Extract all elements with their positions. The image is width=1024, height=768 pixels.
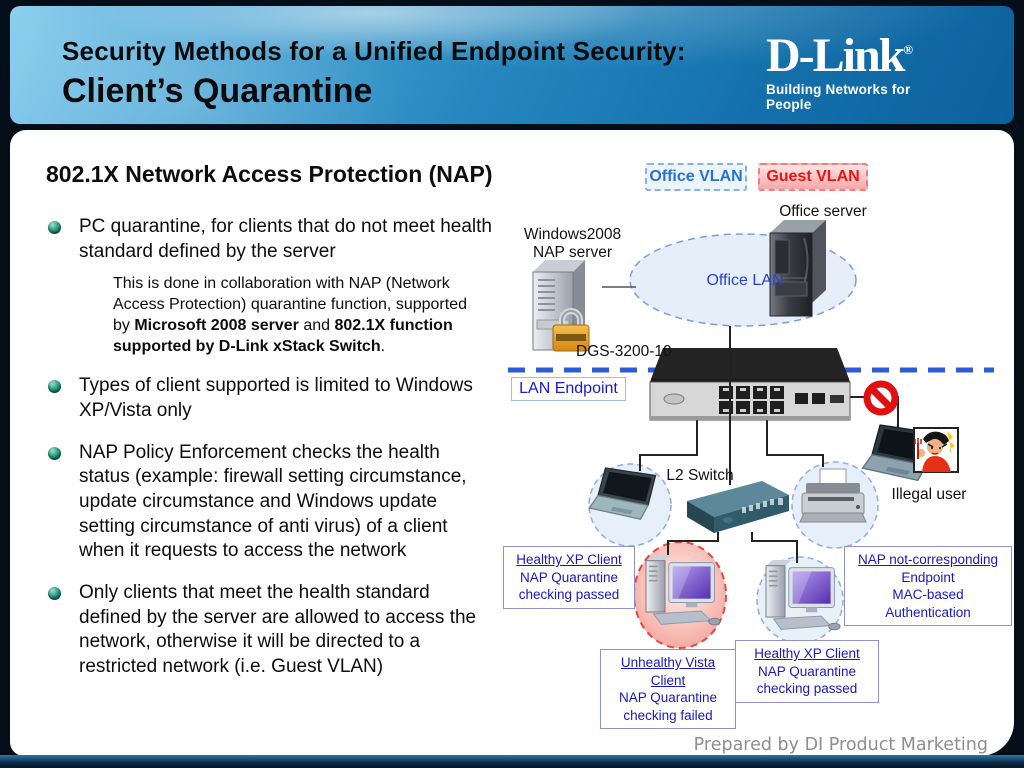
nap-server-icon (533, 260, 589, 351)
link-switch-laptop (640, 420, 697, 471)
office-vlan-badge: Office VLAN (645, 163, 747, 191)
link-switch-printer (767, 420, 823, 467)
slide-title-line1: Security Methods for a Unified Endpoint Security: (62, 36, 686, 66)
registered-mark: ® (903, 42, 912, 57)
bullet-item-4 (46, 581, 501, 680)
slide-title-line2: Client’s Quarantine (62, 72, 373, 110)
slide-bottom-edge (0, 755, 1024, 768)
healthy-right-box: Healthy XP Client NAP Quarantine checking passed (735, 640, 879, 703)
bullet-subtext: This is done in collaboration with NAP (Network Access Protection) quarantine function, supported by Microsoft 2008 server and 802.1X function supported by D-Link xStack Switch. (113, 274, 467, 356)
section-heading: 802.1X Network Access Protection (NAP) (46, 161, 493, 187)
text-column (46, 158, 501, 697)
bullet-item-3 (46, 441, 501, 564)
l2-switch-device (687, 481, 789, 533)
bullet-sphere-icon (48, 587, 61, 600)
guest-vlan-badge: Guest VLAN (758, 163, 868, 191)
bullet-text: PC quarantine, for clients that do not meet health standard defined by the server (79, 216, 492, 263)
prepared-by-credit: Prepared by DI Product Marketing (693, 735, 988, 755)
switch-model-label: DGS-3200-10 (576, 343, 672, 360)
prohibition-icon (867, 384, 895, 412)
bullet-sphere-icon (48, 447, 61, 460)
illegal-user-label: Illegal user (891, 486, 967, 503)
nap-server-label: Windows2008 NAP server (523, 226, 622, 261)
bullet-sphere-icon (48, 221, 61, 234)
lan-endpoint-label: LAN Endpoint (511, 377, 626, 401)
l2-switch-label: L2 Switch (666, 467, 734, 484)
bullet-item-2 (46, 374, 501, 423)
dlink-logo-tagline: Building Networks for People (766, 82, 911, 112)
slide-header (10, 6, 1014, 124)
bullet-text: Types of client supported is limited to Windows XP/Vista only (79, 375, 473, 421)
office-server-label: Office server (779, 203, 867, 220)
bullet-item-1 (46, 215, 501, 357)
nap-endpoint-box: NAP not-corresponding Endpoint MAC-based Authentication (844, 546, 1012, 626)
healthy-left-box: Healthy XP Client NAP Quarantine checking passed (503, 546, 635, 609)
bullet-sphere-icon (48, 380, 61, 393)
bullet-text: NAP Policy Enforcement checks the health status (example: firewall setting circumstance, update circumstance and Windows update setting circumstance of anti virus) of a client when it requests to access the network (79, 441, 467, 562)
bullet-text: Only clients that meet the health standard defined by the server are allowed to access the network, otherwise it will be directed to a restricted network (i.e. Guest VLAN) (79, 581, 477, 678)
dlink-logo-brand: D-Link® (766, 29, 912, 82)
office-lan-label: Office LAN (706, 272, 784, 289)
dlink-logo (766, 26, 956, 112)
devil-user-icon (914, 428, 958, 472)
unhealthy-client-box: Unhealthy Vista Client NAP Quarantine checking failed (600, 649, 736, 729)
